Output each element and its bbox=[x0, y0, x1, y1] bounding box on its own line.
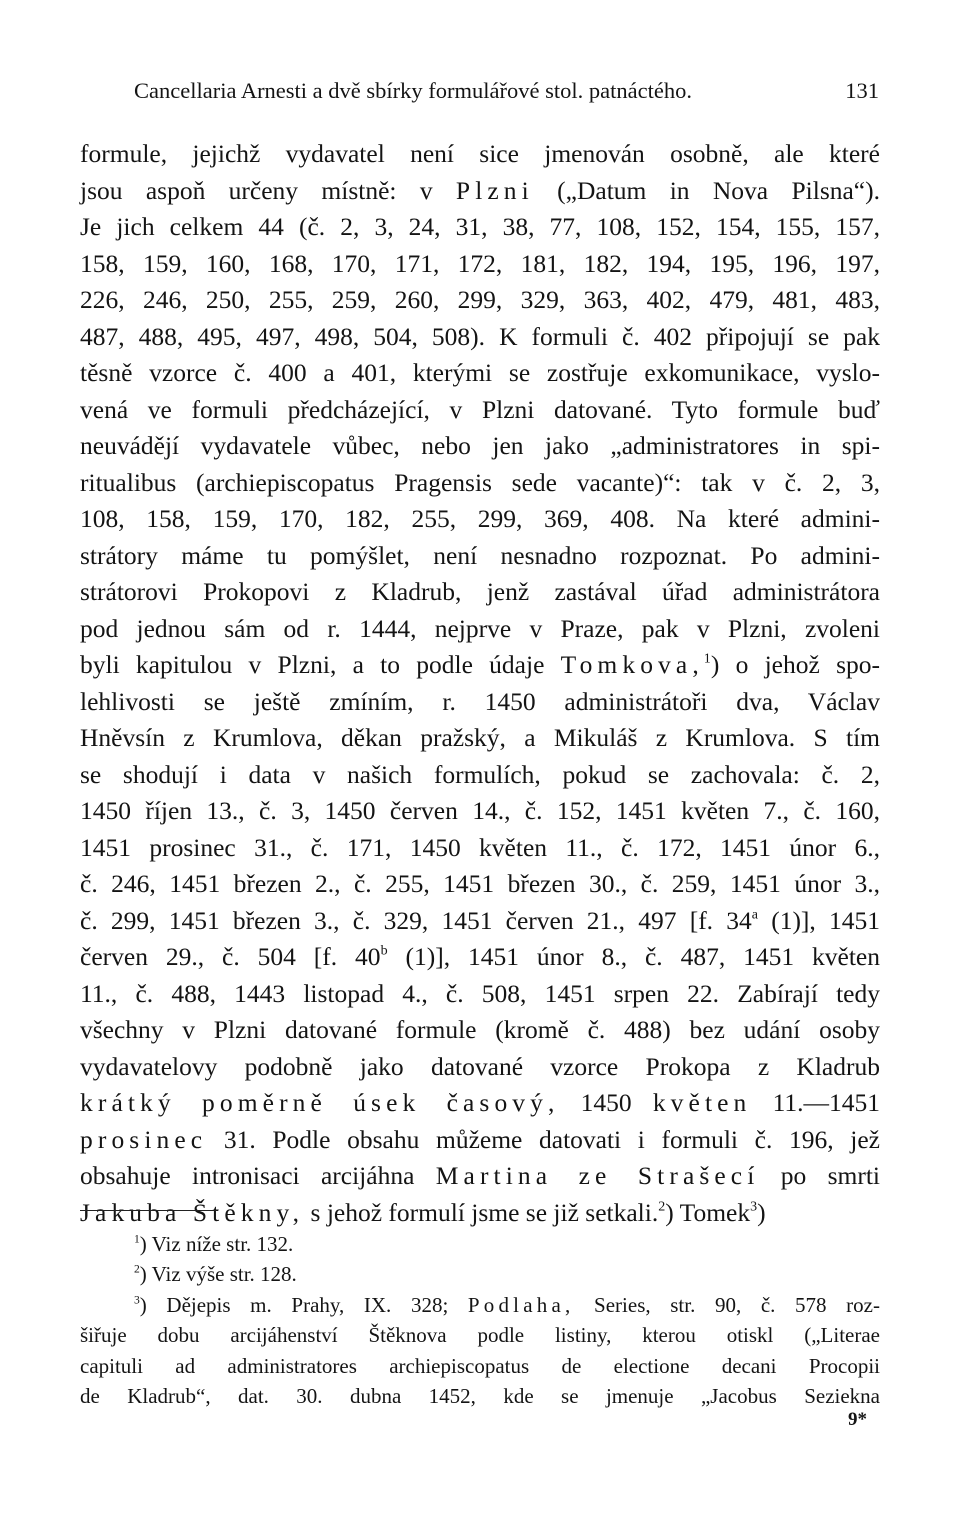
footnote-ref: 3 bbox=[750, 1198, 758, 1214]
footnote-ref: 1 bbox=[703, 651, 711, 667]
text-line: jsou aspoň určeny místně: v Plzni („Datum in Nova Pilsna“). bbox=[80, 175, 880, 205]
text-line: 226, 246, 250, 255, 259, 260, 299, 329, 363, 402, 479, 481, 483, bbox=[80, 285, 880, 314]
text-line: 487, 488, 495, 497, 498, 504, 508). K formuli č. 402 připojují se pak bbox=[80, 321, 880, 351]
spaced-phrase: krátký poměrně úsek časový, bbox=[80, 1088, 560, 1117]
body-text bbox=[80, 136, 880, 1231]
text-line: 1450 říjen 13., č. 3, 1450 červen 14., č. 152, 1451 květen 7., č. 160, bbox=[80, 796, 880, 825]
text-line: 158, 159, 160, 168, 170, 171, 172, 181, 182, 194, 195, 196, 197, bbox=[80, 248, 880, 278]
text-line: lehlivosti se ještě zmíním, r. 1450 administrátoři dva, Václav bbox=[80, 686, 880, 716]
text-line: 1451 prosinec 31., č. 171, 1450 květen 11., č. 172, 1451 únor 6., bbox=[80, 832, 880, 862]
text-line: obsahuje intronisaci arcijáhna Martina ze Strašecí po smrti bbox=[80, 1161, 881, 1190]
text-line: Je jich celkem 44 (č. 2, 3, 24, 31, 38, 77, 108, 152, 154, 155, 157, bbox=[80, 212, 880, 241]
text-line: těsně vzorce č. 400 a 401, kterými se zostřuje exkomunikace, vyslo- bbox=[80, 358, 880, 387]
text-line: neuvádějí vydavatele vůbec, nebo jen jako „administratores in spi- bbox=[80, 431, 880, 460]
spaced-name: Jakuba Štěkny, bbox=[80, 1197, 305, 1227]
text-line: vená ve formuli předcházející, v Plzni datované. Tyto formule buď bbox=[80, 394, 880, 424]
spaced-name: Tomkova, bbox=[560, 650, 704, 679]
spaced-name: Martina ze Strašecí bbox=[435, 1161, 760, 1190]
superscript-b: b bbox=[380, 943, 388, 959]
text-line: formule, jejichž vydavatel není sice jmenován osobně, ale které bbox=[80, 139, 880, 168]
text-line: č. 299, 1451 březen 3., č. 329, 1451 červen 21., 497 [f. 34$^a$ (1)], 1451 bbox=[80, 905, 880, 935]
text-line: prosinec 31. Podle obsahu můžeme datovati i formuli č. 196, jež bbox=[80, 1124, 880, 1154]
spaced-name: Plzni bbox=[455, 175, 534, 205]
footnote-3: $^3$) Dějepis m. Prahy, IX. 328; Podlaha, Series, str. 90, č. 578 roz- bbox=[134, 1292, 880, 1317]
text-line: červen 29., č. 504 [f. 40$^b$ (1)], 1451 únor 8., č. 487, 1451 květen bbox=[80, 942, 880, 971]
text-line: 11., č. 488, 1443 listopad 4., č. 508, 1451 srpen 22. Zabírají tedy bbox=[80, 978, 880, 1008]
text-line: Hněvsín z Krumlova, děkan pražský, a Mikuláš z Krumlova. S tím bbox=[80, 723, 880, 752]
spaced-phrase: prosinec bbox=[80, 1124, 208, 1154]
spaced-name: Podlaha, bbox=[467, 1292, 575, 1317]
superscript-a: a bbox=[751, 906, 758, 922]
footnote-marker: 3 bbox=[134, 1294, 140, 1307]
text-line: byli kapitulou v Plzni, a to podle údaje Tomkova,$^1$) o jehož spo- bbox=[80, 650, 880, 679]
footnotes bbox=[80, 1229, 880, 1411]
footnote-line: šiřuje dobu arcijáhenství Štěknova podle listiny, kterou otiskl („Literae bbox=[80, 1323, 880, 1348]
text-line: 108, 158, 159, 170, 182, 255, 299, 369, 408. Na které admini- bbox=[80, 504, 880, 533]
running-head-title: Cancellaria Arnesti a dvě sbírky formulářové stol. patnáctého. bbox=[134, 78, 692, 103]
page-number: 131 bbox=[845, 78, 879, 103]
text-line: všechny v Plzni datované formule (kromě č. 488) bez udání osoby bbox=[80, 1015, 880, 1044]
footnote-divider bbox=[80, 1210, 218, 1211]
footnote-line: de Kladrub“, dat. 30. dubna 1452, kde se jmenuje „Jacobus Seziekna bbox=[80, 1383, 880, 1408]
footnote-line: capituli ad administratores archiepiscopatus de electione decani Procopii bbox=[80, 1353, 880, 1378]
text-line: Jakuba Štěkny, s jehož formulí jsme se již setkali.$^2$) Tomek$^3$) bbox=[80, 1197, 766, 1227]
text-line: krátký poměrně úsek časový, 1450 květen 11.—1451 bbox=[80, 1088, 881, 1117]
text-line: pod jednou sám od r. 1444, nejprve v Praze, pak v Plzni, zvoleni bbox=[80, 613, 880, 643]
running-head bbox=[134, 76, 879, 106]
text-line: ritualibus (archiepiscopatus Pragensis sede vacante)“: tak v č. 2, 3, bbox=[80, 467, 880, 497]
footnote-marker: 2 bbox=[134, 1263, 140, 1276]
footnote-2: $^2$) Viz výše str. 128. bbox=[134, 1262, 297, 1287]
footnote-ref: 2 bbox=[658, 1198, 666, 1214]
text-line: strátory máme tu pomýšlet, není nesnadno rozpoznat. Po admini- bbox=[80, 540, 880, 570]
spaced-phrase: květen bbox=[652, 1088, 752, 1117]
text-line: vydavatelovy podobně jako datované vzorce Prokopa z Kladrub bbox=[80, 1051, 880, 1081]
text-line: č. 246, 1451 březen 2., č. 255, 1451 březen 30., č. 259, 1451 únor 3., bbox=[80, 869, 880, 898]
footnote-1: $^1$) Viz níže str. 132. bbox=[134, 1232, 294, 1256]
text-line: se shodují i data v našich formulích, pokud se zachovala: č. 2, bbox=[80, 759, 880, 789]
text-line: strátorovi Prokopovi z Kladrub, jenž zastával úřad administrátora bbox=[80, 577, 880, 606]
footnote-marker: 1 bbox=[134, 1233, 140, 1246]
signature-mark: 9* bbox=[848, 1409, 867, 1430]
